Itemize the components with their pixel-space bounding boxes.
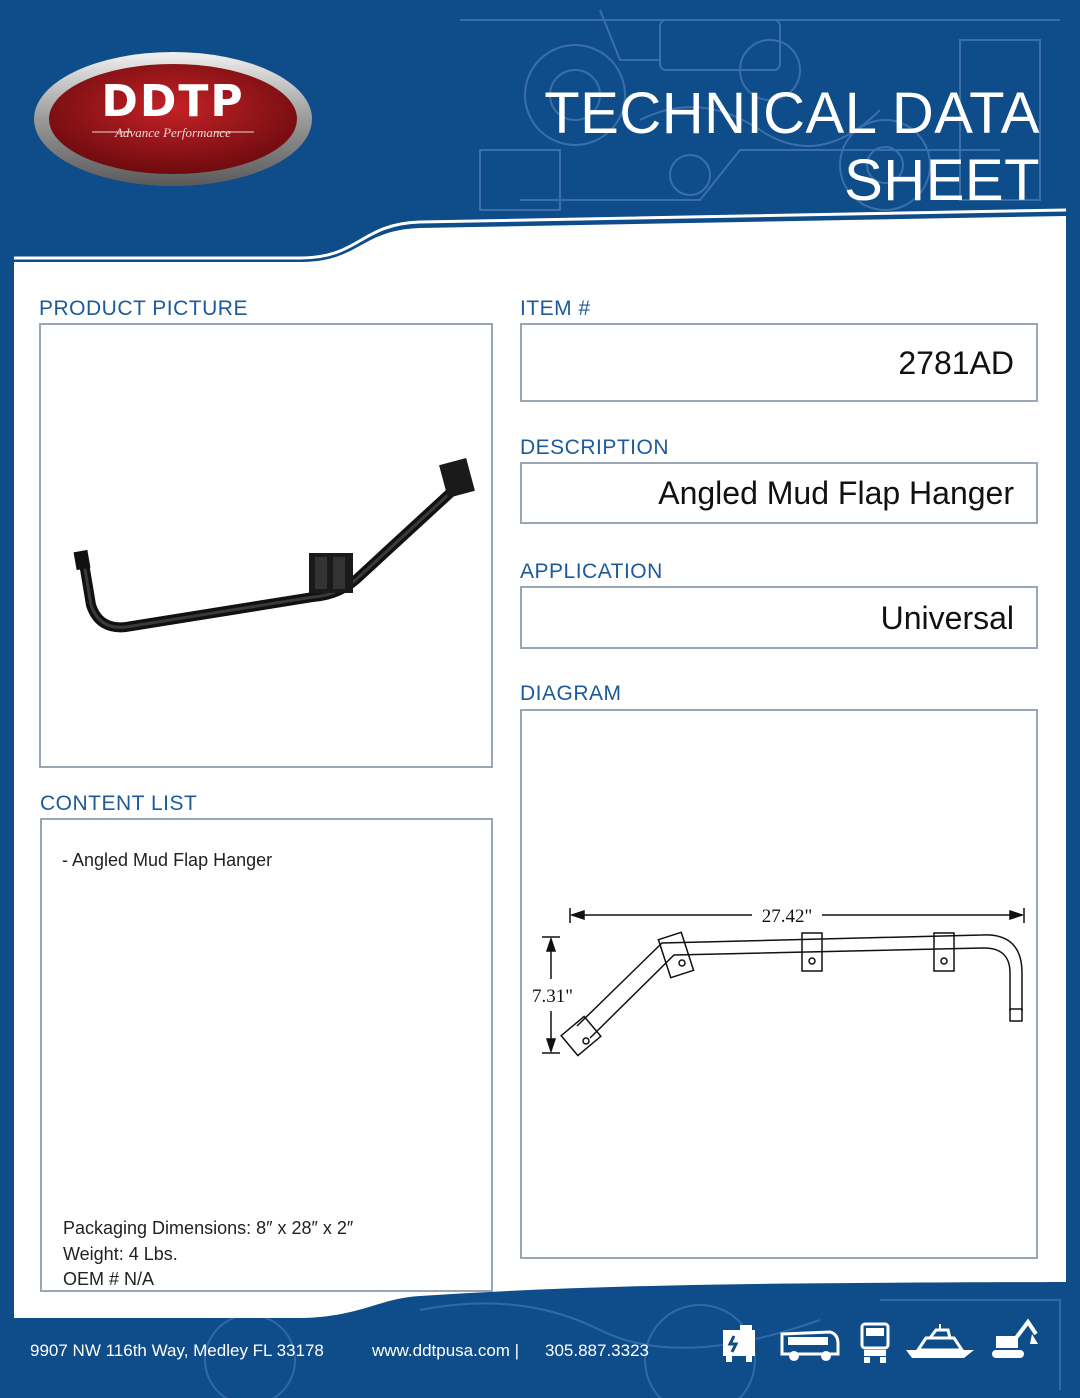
description-label: DESCRIPTION [520,436,670,459]
weight: Weight: 4 Lbs. [63,1244,178,1264]
item-number-value: 2781AD [898,345,1014,381]
footer-website[interactable]: www.ddtpusa.com | [372,1341,520,1360]
hanger-diagram [522,711,1036,1257]
footer-phone[interactable]: 305.887.3323 [545,1341,649,1360]
width-dimension-label: 27.42" [761,906,813,927]
height-dimension-label: 7.31" [532,986,574,1007]
footer-address: 9907 NW 116th Way, Medley FL 33178 [30,1341,324,1360]
content-list-box [40,818,493,1292]
page-title: TECHNICAL DATA SHEET [544,81,1040,213]
generator-icon [720,1322,758,1364]
truck-icon [858,1320,892,1364]
diagram-box [520,709,1038,1259]
application-value: Universal [880,600,1014,636]
item-number-box [520,323,1038,402]
description-box [520,462,1038,524]
content-list-label: CONTENT LIST [40,792,198,815]
description-value: Angled Mud Flap Hanger [658,475,1014,511]
logo-tagline: Advance Performance [115,125,231,140]
packaging-dimensions: Packaging Dimensions: 8″ x 28″ x 2″ [63,1218,354,1238]
mud-flap-hanger-photo [41,325,491,766]
application-box [520,586,1038,649]
diagram-label: DIAGRAM [520,682,622,705]
item-number-label: ITEM # [520,297,591,320]
product-picture-label: PRODUCT PICTURE [39,297,248,320]
logo-title: DDTP [101,76,245,127]
oem-number: OEM # N/A [63,1269,155,1289]
product-picture-box [39,323,493,768]
excavator-icon [988,1316,1040,1360]
content-list-item: - Angled Mud Flap Hanger [62,850,273,870]
bus-icon [778,1328,840,1362]
application-label: APPLICATION [520,560,663,583]
yacht-icon [904,1322,976,1362]
